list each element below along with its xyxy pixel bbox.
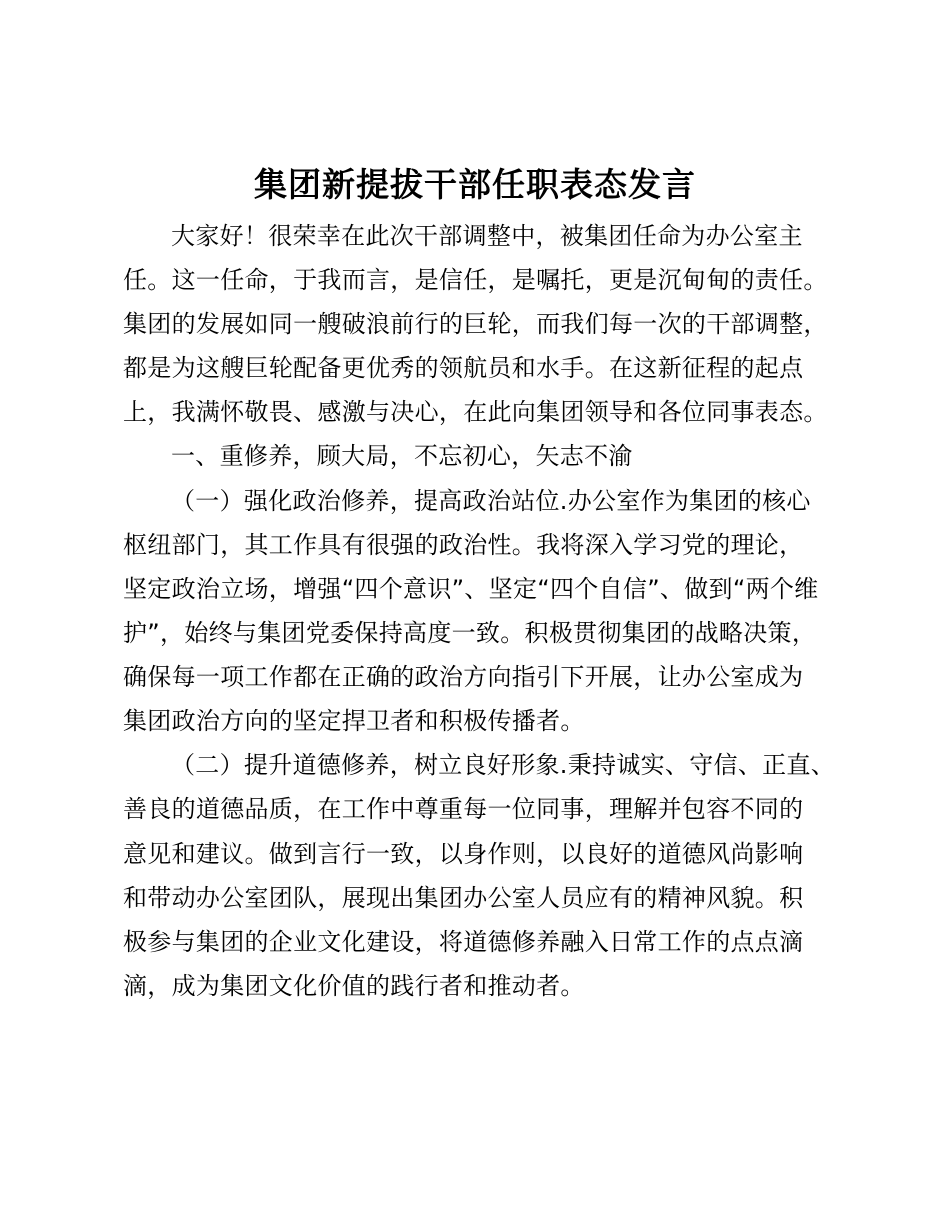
paragraph-line: 枢纽部门，其工作具有很强的政治性。我将深入学习党的理论， bbox=[123, 531, 804, 559]
paragraph-line: 大家好！很荣幸在此次干部调整中，被集团任命为办公室主 bbox=[171, 222, 803, 250]
paragraph-line: 和带动办公室团队，展现出集团办公室人员应有的精神风貌。积 bbox=[123, 884, 804, 912]
paragraph-line: 都是为这艘巨轮配备更优秀的领航员和水手。在这新征程的起点 bbox=[123, 354, 804, 382]
paragraph-line: 护”，始终与集团党委保持高度一致。积极贯彻集团的战略决策， bbox=[123, 619, 817, 647]
paragraph-line: 确保每一项工作都在正确的政治方向指引下开展，让办公室成为 bbox=[123, 663, 804, 691]
paragraph-line: （二）提升道德修养，树立良好形象.秉持诚实、守信、正直、 bbox=[171, 751, 836, 779]
paragraph-line: 集团政治方向的坚定捍卫者和积极传播者。 bbox=[123, 707, 585, 735]
paragraph-line: 意见和建议。做到言行一致，以身作则，以良好的道德风尚影响 bbox=[123, 840, 804, 868]
paragraph-line: 上，我满怀敬畏、感激与决心，在此向集团领导和各位同事表态。 bbox=[123, 398, 828, 426]
section-heading: 一、重修养，顾大局，不忘初心，矢志不渝 bbox=[171, 442, 633, 470]
paragraph-line: 滴，成为集团文化价值的践行者和推动者。 bbox=[123, 972, 585, 1000]
paragraph-line: （一）强化政治修养，提高政治站位.办公室作为集团的核心 bbox=[171, 487, 811, 515]
paragraph-line: 集团的发展如同一艘破浪前行的巨轮，而我们每一次的干部调整， bbox=[123, 310, 828, 338]
paragraph-line: 极参与集团的企业文化建设，将道德修养融入日常工作的点点滴 bbox=[123, 928, 804, 956]
paragraph-line: 善良的道德品质，在工作中尊重每一位同事，理解并包容不同的 bbox=[123, 795, 804, 823]
paragraph-line: 任。这一任命，于我而言，是信任，是嘱托，更是沉甸甸的责任。 bbox=[123, 266, 828, 294]
document-title: 集团新提拔干部任职表态发言 bbox=[254, 165, 696, 204]
paragraph-line: 坚定政治立场，增强“四个意识”、坚定“四个自信”、做到“两个维 bbox=[123, 575, 819, 603]
